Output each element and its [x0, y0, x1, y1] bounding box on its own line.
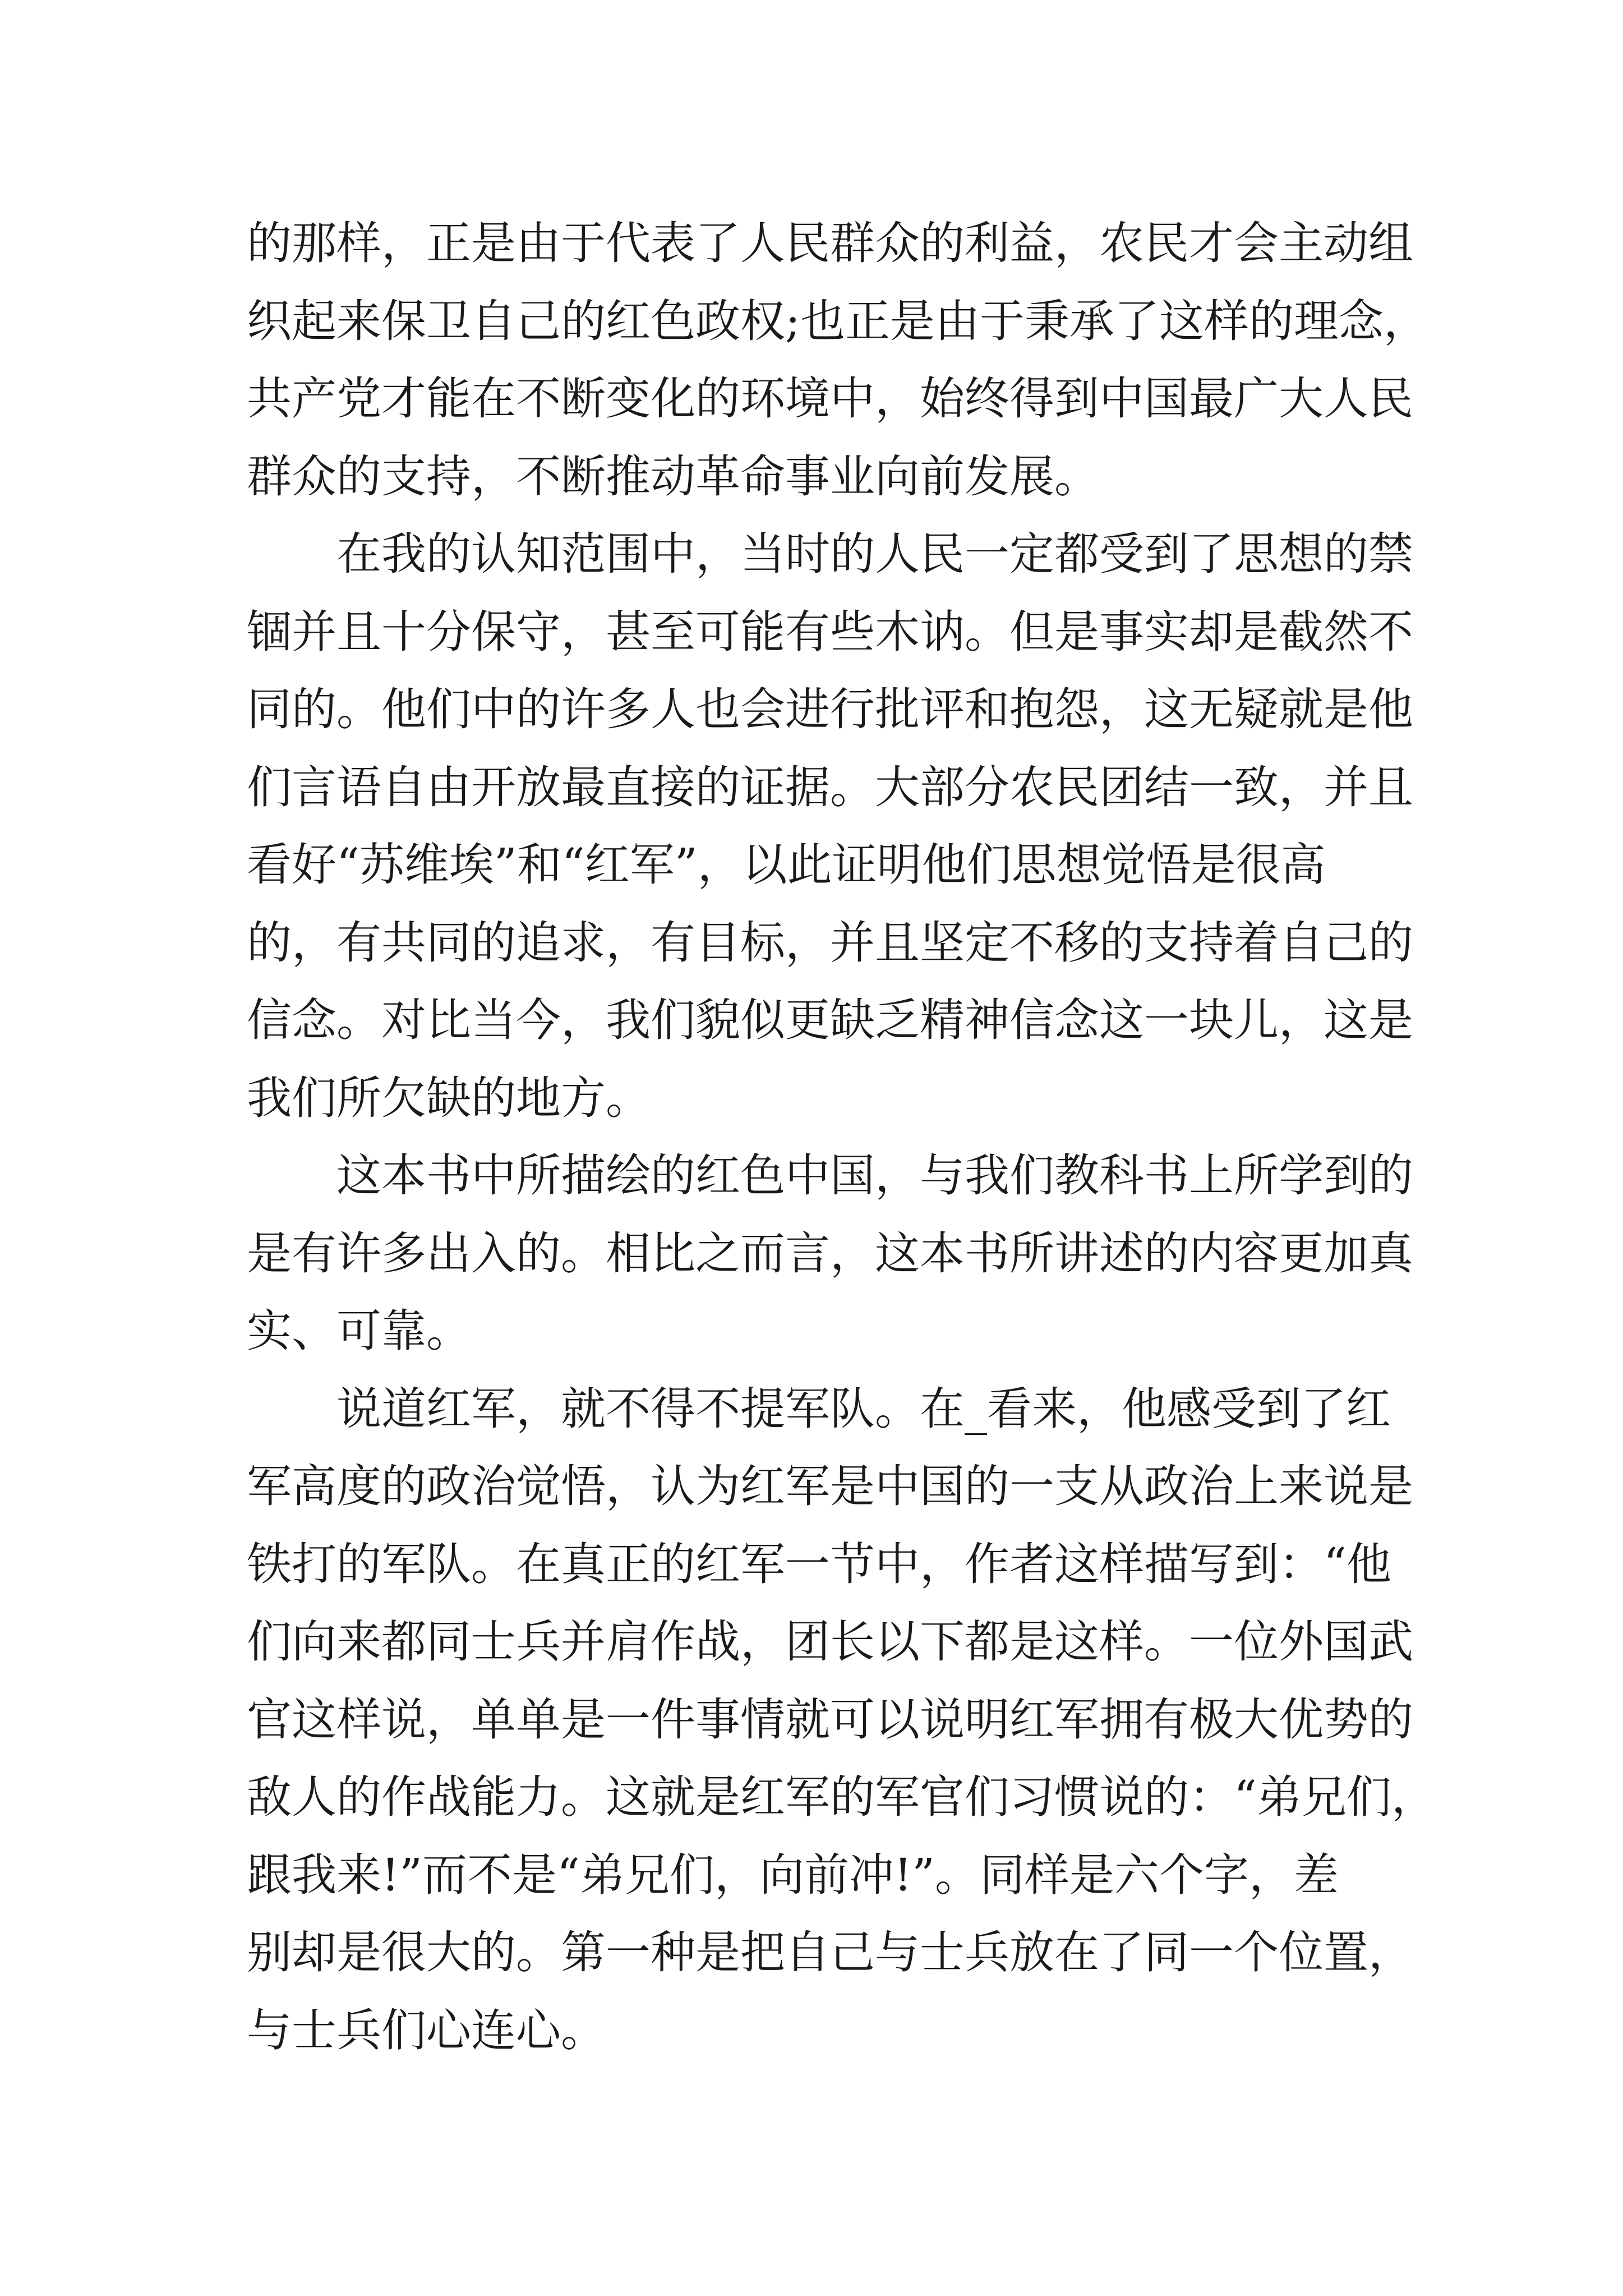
- text-line: 与士兵们心连心。: [247, 2004, 606, 2056]
- text-line: 跟我来!”而不是“弟兄们，向前冲!”。同样是六个字，差: [247, 1848, 1339, 1901]
- text-line: 官这样说，单单是一件事情就可以说明红军拥有极大优势的: [247, 1693, 1413, 1746]
- text-line: 铁打的军队。在真正的红军一节中，作者这样描写到：“他: [247, 1538, 1391, 1590]
- text-line: 信念。对比当今，我们貌似更缺乏精神信念这一块儿，这是: [247, 994, 1413, 1046]
- text-line: 同的。他们中的许多人也会进行批评和抱怨，这无疑就是他: [247, 683, 1413, 735]
- text-line: 敌人的作战能力。这就是红军的军官们习惯说的：“弟兄们，: [247, 1771, 1436, 1823]
- text-line: 别却是很大的。第一种是把自己与士兵放在了同一个位置，: [247, 1926, 1413, 1978]
- text-line: 织起来保卫自己的红色政权;也正是由于秉承了这样的理念，: [247, 295, 1428, 347]
- text-line: 军高度的政治觉悟，认为红军是中国的一支从政治上来说是: [247, 1460, 1413, 1512]
- text-line: 在我的认知范围中，当时的人民一定都受到了思想的禁: [336, 528, 1413, 580]
- text-line: 这本书中所描绘的红色中国，与我们教科书上所学到的: [336, 1149, 1413, 1202]
- text-line: 群众的支持，不断推动革命事业向前发展。: [247, 450, 1099, 503]
- text-line: 实、可靠。: [247, 1305, 471, 1357]
- body-text: [247, 205, 1436, 2069]
- text-line: 共产党才能在不断变化的环境中，始终得到中国最广大人民: [247, 372, 1413, 425]
- text-line: 说道红军，就不得不提军队。在_看来，他感受到了红: [336, 1382, 1391, 1435]
- text-line: 的，有共同的追求，有目标，并且坚定不移的支持着自己的: [247, 916, 1413, 969]
- text-line: 是有许多出入的。相比之而言，这本书所讲述的内容更加真: [247, 1227, 1413, 1280]
- text-line: 看好“苏维埃”和“红军”，以此证明他们思想觉悟是很高: [247, 839, 1326, 891]
- text-line: 我们所欠缺的地方。: [247, 1071, 651, 1124]
- text-line: 们向来都同士兵并肩作战，团长以下都是这样。一位外国武: [247, 1616, 1413, 1668]
- text-line: 的那样，正是由于代表了人民群众的利益，农民才会主动组: [247, 217, 1413, 269]
- text-line: 们言语自由开放最直接的证据。大部分农民团结一致，并且: [247, 761, 1413, 813]
- text-line: 锢并且十分保守，甚至可能有些木讷。但是事实却是截然不: [247, 605, 1413, 658]
